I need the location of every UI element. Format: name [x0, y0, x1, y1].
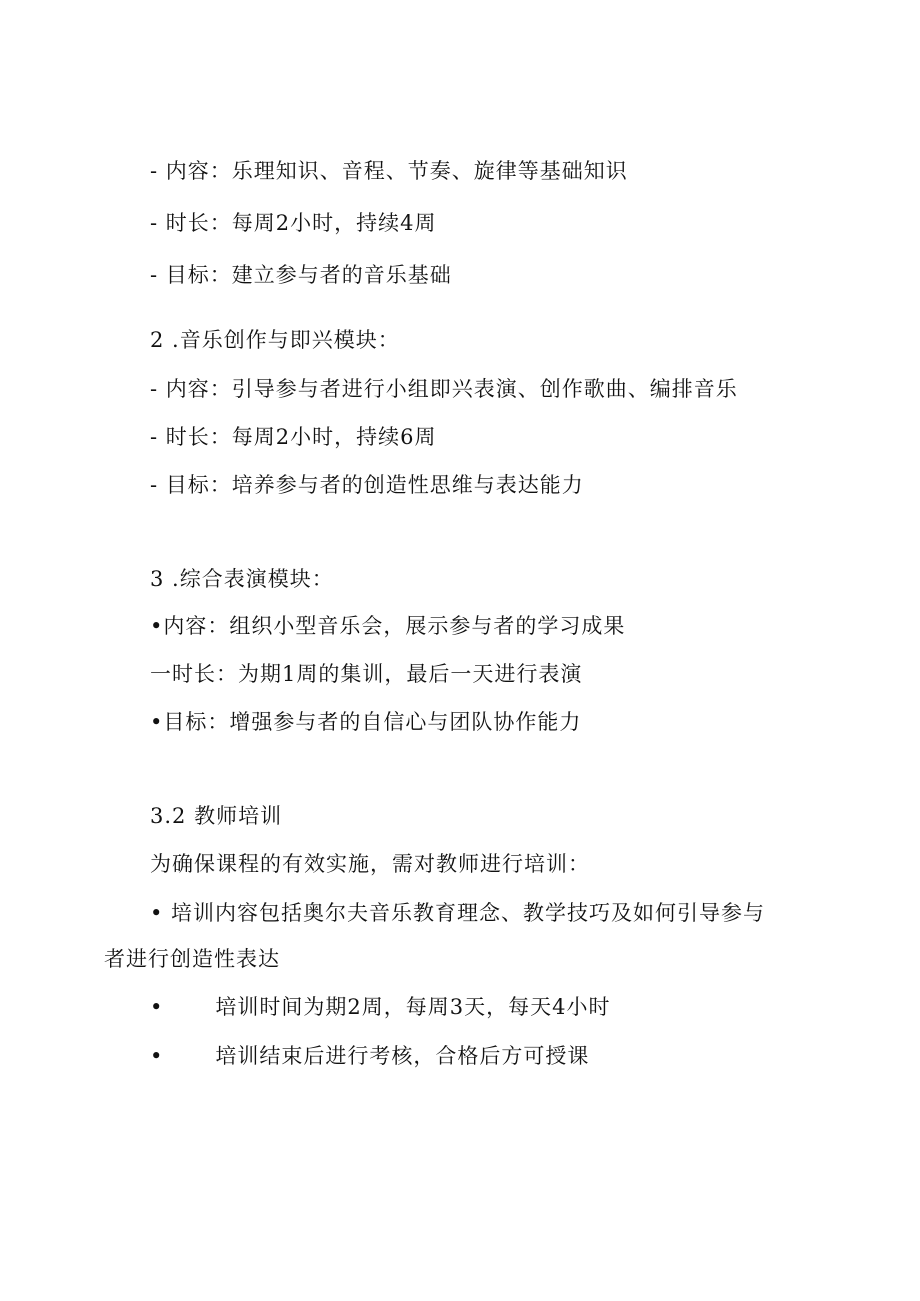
module2-heading: 2 .音乐创作与即兴模块： [150, 328, 400, 352]
training-bullet-2-text: 培训时间为期2周，每周3天，每天4小时 [215, 995, 611, 1019]
section-3-2-heading: 3.2 教师培训 [150, 804, 283, 828]
module3-heading: 3 .综合表演模块： [150, 567, 334, 591]
module3-content: •内容：组织小型音乐会，展示参与者的学习成果 [150, 614, 626, 638]
training-bullet-1-line-2: 者进行创造性表达 [104, 947, 280, 971]
training-bullet-1-line-1: • 培训内容包括奥尔夫音乐教育理念、教学技巧及如何引导参与 [150, 901, 766, 925]
training-bullet-3 [150, 1042, 589, 1070]
bullet-marker: • [150, 1044, 164, 1068]
module3-goal: •目标：增强参与者的自信心与团队协作能力 [150, 710, 582, 734]
module2-goal: - 目标：培养参与者的创造性思维与表达能力 [150, 473, 584, 497]
bullet-marker: • [150, 995, 164, 1019]
training-bullet-2 [150, 993, 610, 1021]
module2-duration: - 时长：每周2小时，持续6周 [150, 425, 437, 449]
training-bullet-3-text: 培训结束后进行考核，合格后方可授课 [215, 1044, 590, 1068]
module2-content: - 内容：引导参与者进行小组即兴表演、创作歌曲、编排音乐 [150, 377, 738, 401]
module1-goal: - 目标：建立参与者的音乐基础 [150, 263, 452, 287]
module3-duration: 一时长：为期1周的集训，最后一天进行表演 [150, 662, 583, 686]
section-3-2-intro: 为确保课程的有效实施，需对教师进行培训： [150, 852, 590, 876]
module1-content: - 内容：乐理知识、音程、节奏、旋律等基础知识 [150, 159, 628, 183]
module1-duration: - 时长：每周2小时，持续4周 [150, 211, 437, 235]
